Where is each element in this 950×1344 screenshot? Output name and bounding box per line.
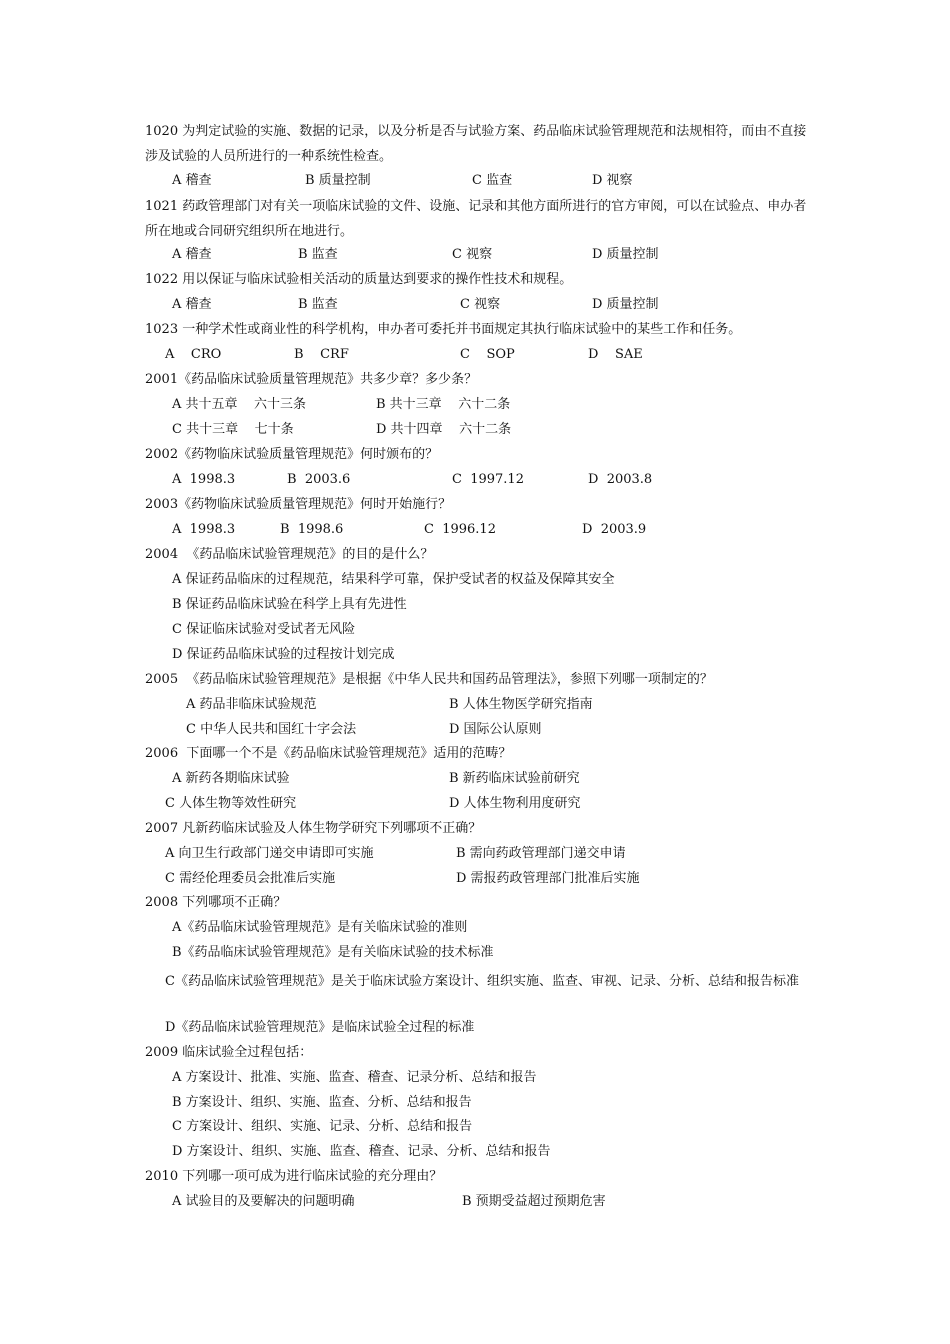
question-2004: 2004 《药品临床试验管理规范》的目的是什么？ xyxy=(145,547,434,562)
option-2010-a: A 试验目的及要解决的问题明确 xyxy=(172,1194,355,1209)
option-1021-b: B 监查 xyxy=(298,247,338,262)
question-2002: 2002《药物临床试验质量管理规范》何时颁布的？ xyxy=(145,447,439,462)
option-2002-c: C 1997.12 xyxy=(452,472,524,487)
option-2002-d: D 2003.8 xyxy=(588,472,653,487)
option-1023-c: C SOP xyxy=(460,347,515,362)
option-1020-b: B 质量控制 xyxy=(305,173,371,188)
question-2001: 2001《药品临床试验质量管理规范》共多少章？多少条？ xyxy=(145,372,478,387)
question-1023: 1023 一种学术性或商业性的科学机构，申办者可委托并书面规定其执行临床试验中的某些工作和任务。 xyxy=(145,322,742,337)
question-2009: 2009 临床试验全过程包括： xyxy=(145,1045,313,1060)
option-2004-d: D 保证药品临床试验的过程按计划完成 xyxy=(172,647,395,662)
option-2003-c: C 1996.12 xyxy=(424,522,496,537)
option-2003-b: B 1998.6 xyxy=(280,522,344,537)
question-2010: 2010 下列哪一项可成为进行临床试验的充分理由？ xyxy=(145,1169,443,1184)
option-2007-a: A 向卫生行政部门递交申请即可实施 xyxy=(165,846,374,861)
option-2007-d: D 需报药政管理部门批准后实施 xyxy=(456,871,640,886)
option-2005-a: A 药品非临床试验规范 xyxy=(186,697,317,712)
option-2001-d: D 共十四章 六十二条 xyxy=(376,422,512,437)
option-1023-a: A CRO xyxy=(165,347,222,362)
option-1022-a: A 稽查 xyxy=(172,297,212,312)
option-2001-a: A 共十五章 六十三条 xyxy=(172,397,307,412)
option-2009-a: A 方案设计、批准、实施、监查、稽查、记录分析、总结和报告 xyxy=(172,1070,537,1085)
option-2009-d: D 方案设计、组织、实施、监查、稽查、记录、分析、总结和报告 xyxy=(172,1144,551,1159)
option-2004-a: A 保证药品临床的过程规范，结果科学可靠，保护受试者的权益及保障其安全 xyxy=(172,572,615,587)
question-2007: 2007 凡新药临床试验及人体生物学研究下列哪项不正确？ xyxy=(145,821,482,836)
question-2008: 2008 下列哪项不正确？ xyxy=(145,895,287,910)
option-2004-c: C 保证临床试验对受试者无风险 xyxy=(172,622,356,637)
option-2006-b: B 新药临床试验前研究 xyxy=(449,771,580,786)
option-2010-b: B 预期受益超过预期危害 xyxy=(462,1194,606,1209)
option-1023-d: D SAE xyxy=(588,347,643,362)
question-2006: 2006 下面哪一个不是《药品临床试验管理规范》适用的范畴？ xyxy=(145,746,512,761)
question-1022: 1022 用以保证与临床试验相关活动的质量达到要求的操作性技术和规程。 xyxy=(145,272,573,287)
option-2007-b: B 需向药政管理部门递交申请 xyxy=(456,846,626,861)
option-2006-a: A 新药各期临床试验 xyxy=(172,771,290,786)
option-2008-c: C《药品临床试验管理规范》是关于临床试验方案设计、组织实施、监查、审视、记录、分析、总结和报告标准 xyxy=(165,974,799,989)
option-2003-a: A 1998.3 xyxy=(172,522,236,537)
option-2005-b: B 人体生物医学研究指南 xyxy=(449,697,593,712)
option-1022-d: D 质量控制 xyxy=(592,297,659,312)
option-2005-d: D 国际公认原则 xyxy=(449,722,542,737)
option-2002-a: A 1998.3 xyxy=(172,472,236,487)
option-1021-a: A 稽查 xyxy=(172,247,212,262)
option-2003-d: D 2003.9 xyxy=(582,522,647,537)
option-2001-c: C 共十三章 七十条 xyxy=(172,422,294,437)
option-2005-c: C 中华人民共和国红十字会法 xyxy=(186,722,357,737)
option-2001-b: B 共十三章 六十二条 xyxy=(376,397,511,412)
question-1021: 1021 药政管理部门对有关一项临床试验的文件、设施、记录和其他方面所进行的官方审阅，可以在试验点、申办者所在地或合同研究组织所在地进行。 xyxy=(145,199,807,239)
option-2002-b: B 2003.6 xyxy=(287,472,351,487)
option-1020-a: A 稽查 xyxy=(172,173,212,188)
option-1021-c: C 视察 xyxy=(452,247,493,262)
option-2009-c: C 方案设计、组织、实施、记录、分析、总结和报告 xyxy=(172,1119,473,1134)
option-1020-c: C 监查 xyxy=(472,173,513,188)
option-2006-d: D 人体生物利用度研究 xyxy=(449,796,581,811)
question-2005: 2005 《药品临床试验管理规范》是根据《中华人民共和国药品管理法》，参照下列哪一项制定的？ xyxy=(145,672,713,687)
option-2007-c: C 需经伦理委员会批准后实施 xyxy=(165,871,336,886)
option-2009-b: B 方案设计、组织、实施、监查、分析、总结和报告 xyxy=(172,1095,472,1110)
option-1021-d: D 质量控制 xyxy=(592,247,659,262)
question-1020: 1020 为判定试验的实施、数据的记录，以及分析是否与试验方案、药品临床试验管理规范和法规相符，而由不直接涉及试验的人员所进行的一种系统性检查。 xyxy=(145,124,807,164)
option-2004-b: B 保证药品临床试验在科学上具有先进性 xyxy=(172,597,407,612)
option-2008-d: D《药品临床试验管理规范》是临床试验全过程的标准 xyxy=(165,1020,475,1035)
option-2008-b: B《药品临床试验管理规范》是有关临床试验的技术标准 xyxy=(172,945,494,960)
option-1023-b: B CRF xyxy=(294,347,349,362)
option-1022-b: B 监查 xyxy=(298,297,338,312)
option-1022-c: C 视察 xyxy=(460,297,501,312)
option-2008-a: A《药品临床试验管理规范》是有关临床试验的准则 xyxy=(172,920,468,935)
question-2003: 2003《药物临床试验质量管理规范》何时开始施行？ xyxy=(145,497,452,512)
option-2006-c: C 人体生物等效性研究 xyxy=(165,796,297,811)
option-1020-d: D 视察 xyxy=(592,173,633,188)
